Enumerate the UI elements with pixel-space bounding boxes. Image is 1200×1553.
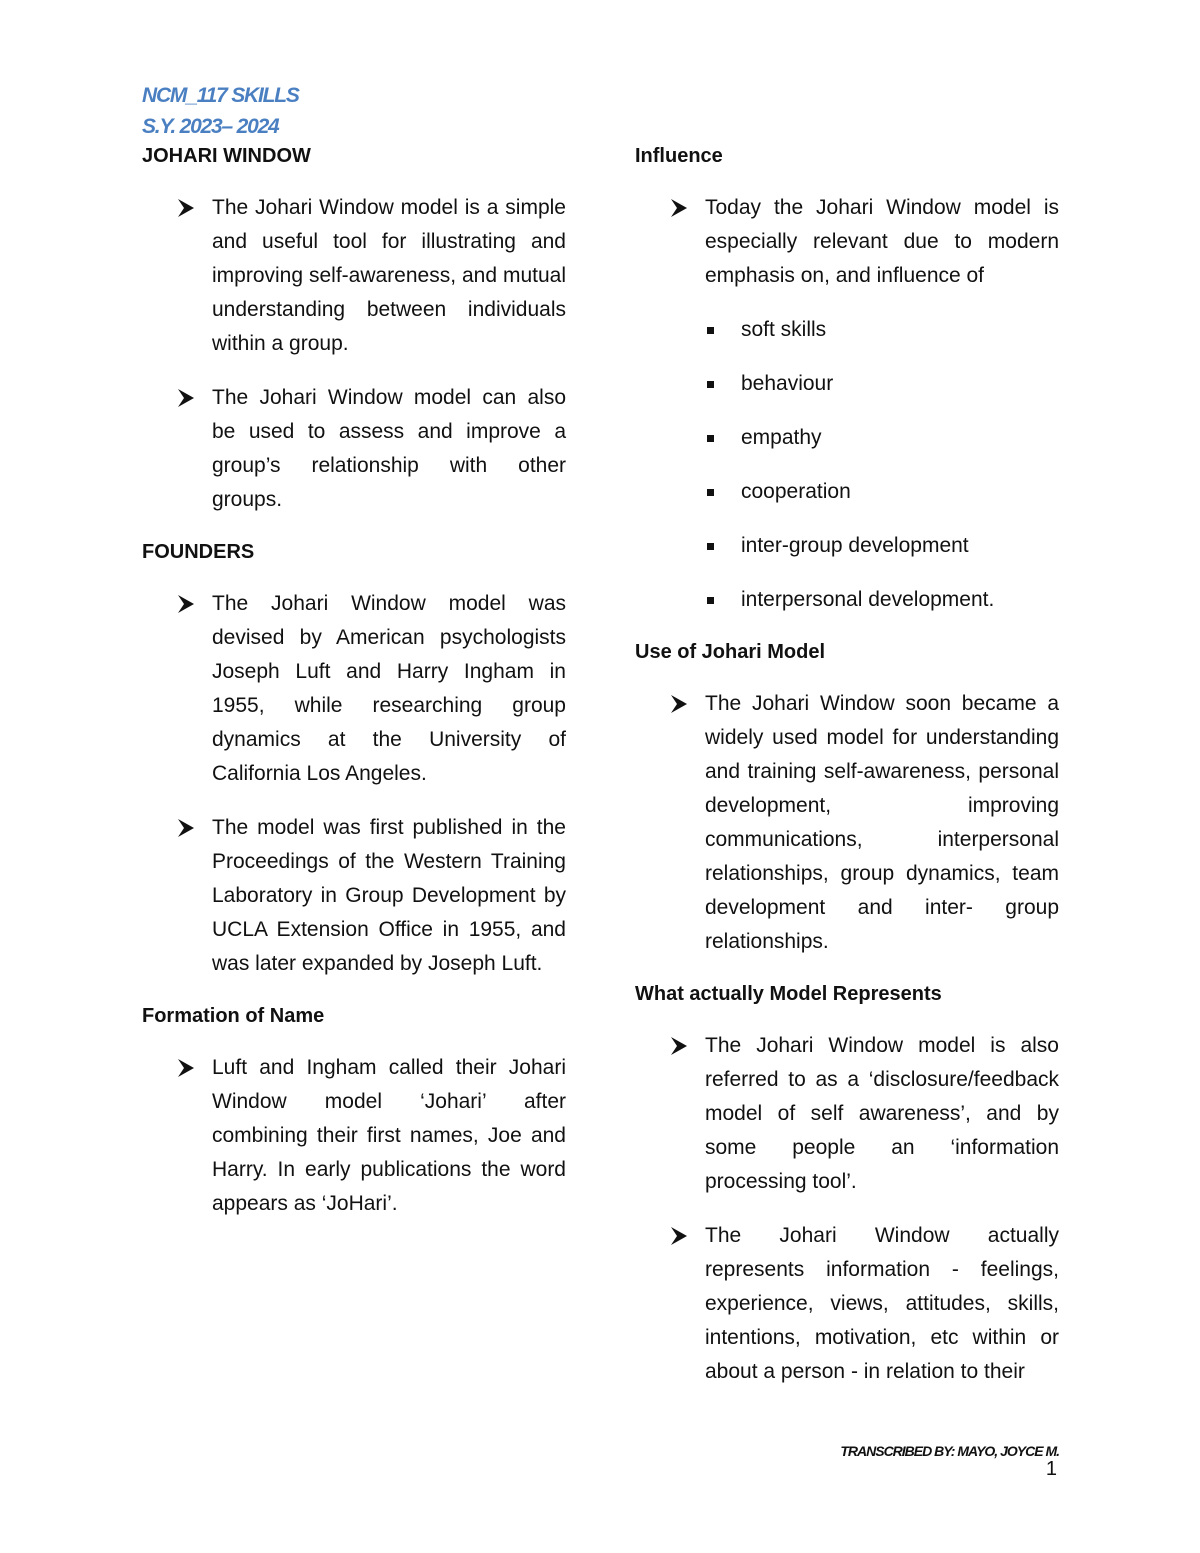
bullet-text: The model was first published in the Proceedings of the Western Training Laboratory in Group Development by UCLA Extension Office in 1955, and was later expanded by Joseph Luft.: [212, 816, 566, 975]
arrow-bullet-icon: [176, 198, 196, 218]
model-represents-heading: What actually Model Represents: [635, 983, 942, 1005]
arrow-bullet-icon: [176, 388, 196, 408]
bullet-item: [142, 587, 566, 791]
sub-item-text: behaviour: [741, 372, 834, 395]
sub-list-item: [635, 529, 1059, 563]
bullet-item: [142, 191, 566, 361]
bullet-item: [635, 1029, 1059, 1199]
course-header: NCM_117 SKILLS: [142, 84, 299, 107]
left-column: [142, 141, 566, 1241]
arrow-bullet-icon: [669, 198, 689, 218]
founders-heading: FOUNDERS: [142, 541, 255, 563]
sub-list-item: [635, 367, 1059, 401]
page-number: 1: [1045, 1458, 1057, 1480]
square-bullet-icon: [707, 489, 714, 496]
bullet-text: The Johari Window model is also referred to as a ‘disclosure/feedback model of self awareness’, and by some people an ‘information processing tool’.: [705, 1034, 1059, 1193]
square-bullet-icon: [707, 543, 714, 550]
bullet-item: [635, 687, 1059, 959]
arrow-bullet-icon: [176, 1058, 196, 1078]
school-year-header: S.Y. 2023– 2024: [142, 115, 279, 138]
bullet-text: The Johari Window model is a simple and useful tool for illustrating and improving self-awareness, and mutual understanding between individuals within a group.: [212, 196, 566, 355]
bullet-text: Today the Johari Window model is especially relevant due to modern emphasis on, and influence of: [705, 196, 1059, 287]
bullet-text: The Johari Window soon became a widely used model for understanding and training self-awareness, personal development, improving communications, interpersonal relationships, group dynamics, team development and inter- group relationships.: [705, 692, 1059, 953]
formation-of-name-heading: Formation of Name: [142, 1005, 325, 1027]
square-bullet-icon: [707, 381, 714, 388]
bullet-item: [142, 381, 566, 517]
sub-list-item: [635, 421, 1059, 455]
bullet-text: Luft and Ingham called their Johari Window model ‘Johari’ after combining their first names, Joe and Harry. In early publications the word appears as ‘JoHari’.: [212, 1056, 566, 1215]
sub-item-text: inter-group development: [741, 534, 969, 557]
square-bullet-icon: [707, 597, 714, 604]
sub-list-item: [635, 313, 1059, 347]
sub-item-text: empathy: [741, 426, 822, 449]
bullet-text: The Johari Window model can also be used to assess and improve a group’s relationship with other groups.: [212, 386, 566, 511]
transcriber-credit: TRANSCRIBED BY: MAYO, JOYCE M.: [840, 1443, 1059, 1459]
arrow-bullet-icon: [669, 694, 689, 714]
bullet-text: The Johari Window model was devised by American psychologists Joseph Luft and Harry Ingham in 1955, while researching group dynamics at the University of California Los Angeles.: [212, 592, 566, 785]
sub-item-text: soft skills: [741, 318, 827, 341]
square-bullet-icon: [707, 327, 714, 334]
bullet-item: [142, 811, 566, 981]
bullet-item: [635, 1219, 1059, 1389]
right-column: [635, 141, 1059, 1409]
arrow-bullet-icon: [176, 594, 196, 614]
sub-item-text: cooperation: [741, 480, 851, 503]
sub-item-text: interpersonal development.: [741, 588, 995, 611]
johari-window-heading: JOHARI WINDOW: [142, 145, 311, 167]
bullet-item: [142, 1051, 566, 1221]
square-bullet-icon: [707, 435, 714, 442]
sub-list-item: [635, 583, 1059, 617]
bullet-item: [635, 191, 1059, 293]
bullet-text: The Johari Window actually represents information - feelings, experience, views, attitudes, skills, intentions, motivation, etc within or about a person - in relation to their: [705, 1224, 1059, 1383]
arrow-bullet-icon: [669, 1036, 689, 1056]
influence-heading: Influence: [635, 145, 723, 167]
sub-list-item: [635, 475, 1059, 509]
use-of-johari-heading: Use of Johari Model: [635, 641, 826, 663]
arrow-bullet-icon: [669, 1226, 689, 1246]
arrow-bullet-icon: [176, 818, 196, 838]
